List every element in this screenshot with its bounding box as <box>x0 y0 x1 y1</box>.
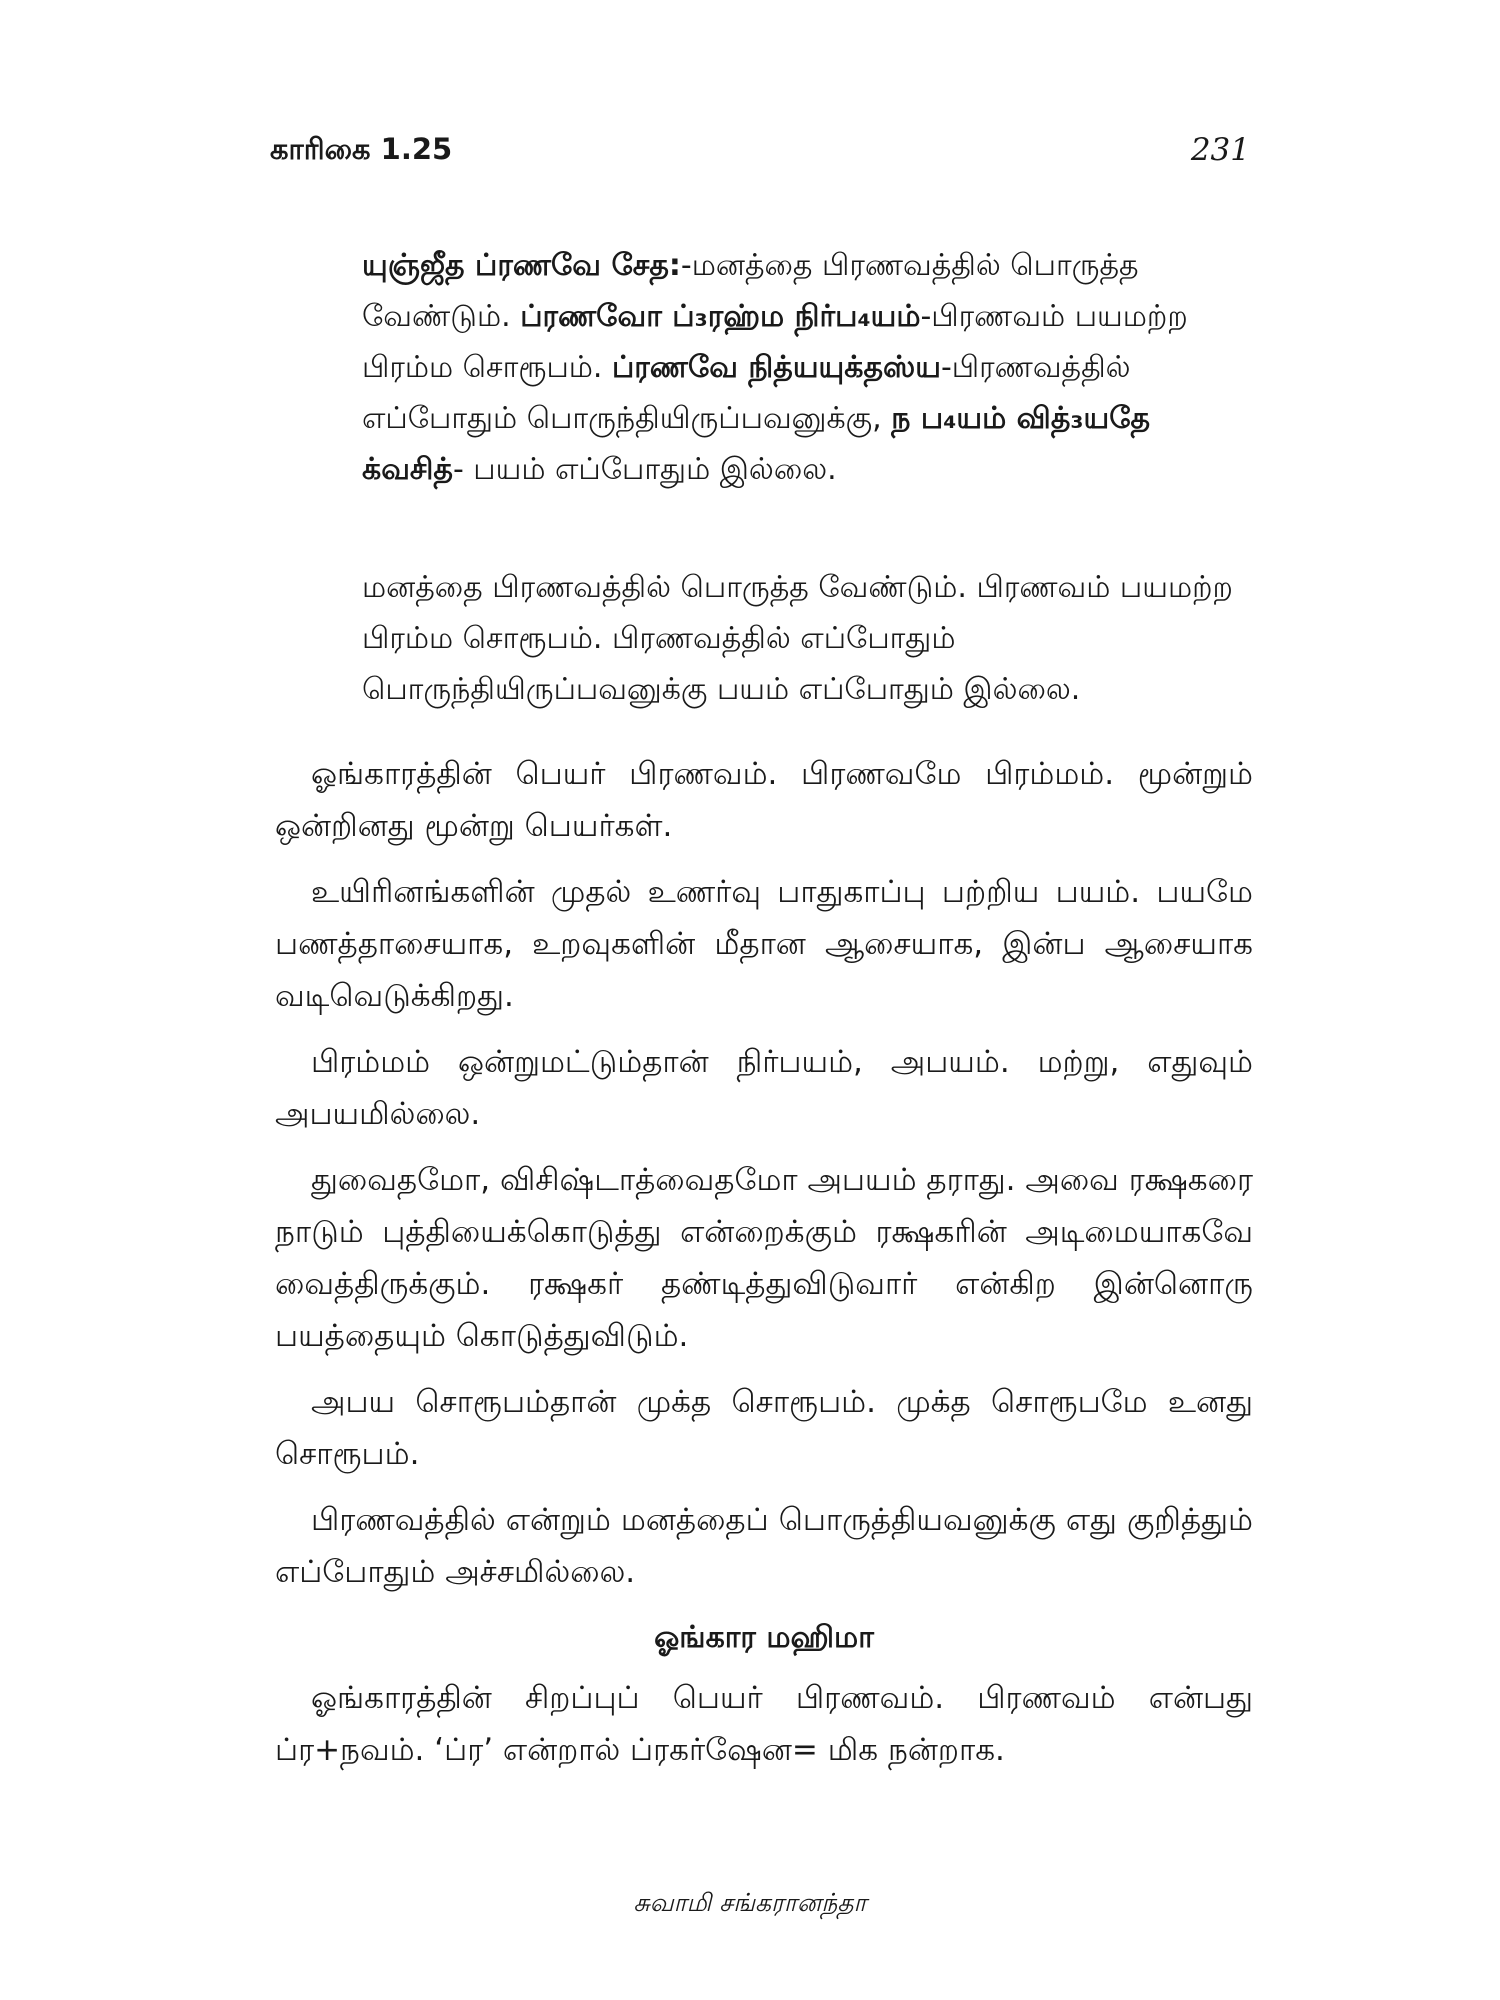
section-heading: ஓங்கார மஹிமா <box>654 1620 874 1655</box>
paragraph: ஓங்காரத்தின் சிறப்புப் பெயர் பிரணவம். பிரணவம் என்பது ப்ர+நவம். ‘ப்ர’ என்றால் ப்ரகர்ஷேன= மிக நன்றாக. <box>275 1680 1253 1768</box>
verse-gloss-4: - பயம் எப்போதும் இல்லை. <box>452 452 837 487</box>
paragraph: பிரம்மம் ஒன்றுமட்டும்தான் நிர்பயம், அபயம். மற்று, எதுவும் அபயமில்லை. <box>275 1044 1253 1132</box>
verse-term-2: ப்ரணவோ ப்₃ரஹ்ம நிர்ப₄யம் <box>520 299 921 334</box>
running-footer: சுவாமி சங்கரானந்தா <box>633 1888 867 1917</box>
verse-gloss-3: -பிரணவத்தில் எப்போதும் பொருந்தியிருப்பவனுக்கு, <box>362 350 1131 436</box>
page-number: 231 <box>1190 132 1250 168</box>
section-label: காரிகை 1.25 <box>270 132 453 166</box>
verse-term-3: ப்ரணவே நித்யயுக்தஸ்ய <box>611 350 941 385</box>
running-header <box>270 132 1250 182</box>
paragraph: ஓங்காரத்தின் பெயர் பிரணவம். பிரணவமே பிரம்மம். மூன்றும் ஒன்றினது மூன்று பெயர்கள். <box>275 756 1253 844</box>
verse-gloss-1: -மனத்தை பிரணவத்தில் பொருத்த வேண்டும். <box>362 248 1139 334</box>
paragraph: அபய சொரூபம்தான் முக்த சொரூபம். முக்த சொரூபமே உனது சொரூபம். <box>275 1384 1253 1472</box>
verse-gloss-2: -பிரணவம் பயமற்ற பிரம்ம சொரூபம். <box>362 299 1188 385</box>
verse-block <box>362 240 1252 495</box>
verse-term-1: யுஞ்ஜீத ப்ரணவே சேத: <box>362 248 681 283</box>
paragraph: உயிரினங்களின் முதல் உணர்வு பாதுகாப்பு பற்றிய பயம். பயமே பணத்தாசையாக, உறவுகளின் மீதான ஆசையாக, இன்ப ஆசையாக வடிவெடுக்கிறது. <box>275 874 1253 1014</box>
commentary <box>275 748 1253 1790</box>
verse-summary: மனத்தை பிரணவத்தில் பொருத்த வேண்டும். பிரணவம் பயமற்ற பிரம்ம சொரூபம். பிரணவத்தில் எப்போதும் பொருந்தியிருப்பவனுக்கு பயம் எப்போதும் இல்லை. <box>362 570 1233 707</box>
verse-term-4: ந ப₄யம் வித்₃யதே க்வசித் <box>362 401 1151 487</box>
paragraph: பிரணவத்தில் என்றும் மனத்தைப் பொருத்தியவனுக்கு எது குறித்தும் எப்போதும் அச்சமில்லை. <box>275 1502 1253 1590</box>
paragraph: துவைதமோ, விசிஷ்டாத்வைதமோ அபயம் தராது. அவை ரக்ஷகரை நாடும் புத்தியைக்கொடுத்து என்றைக்கும் ரக்ஷகரின் அடிமையாகவே வைத்திருக்கும். ரக்ஷகர் தண்டித்துவிடுவார் என்கிற இன்னொரு பயத்தையும் கொடுத்துவிடும். <box>275 1162 1253 1354</box>
